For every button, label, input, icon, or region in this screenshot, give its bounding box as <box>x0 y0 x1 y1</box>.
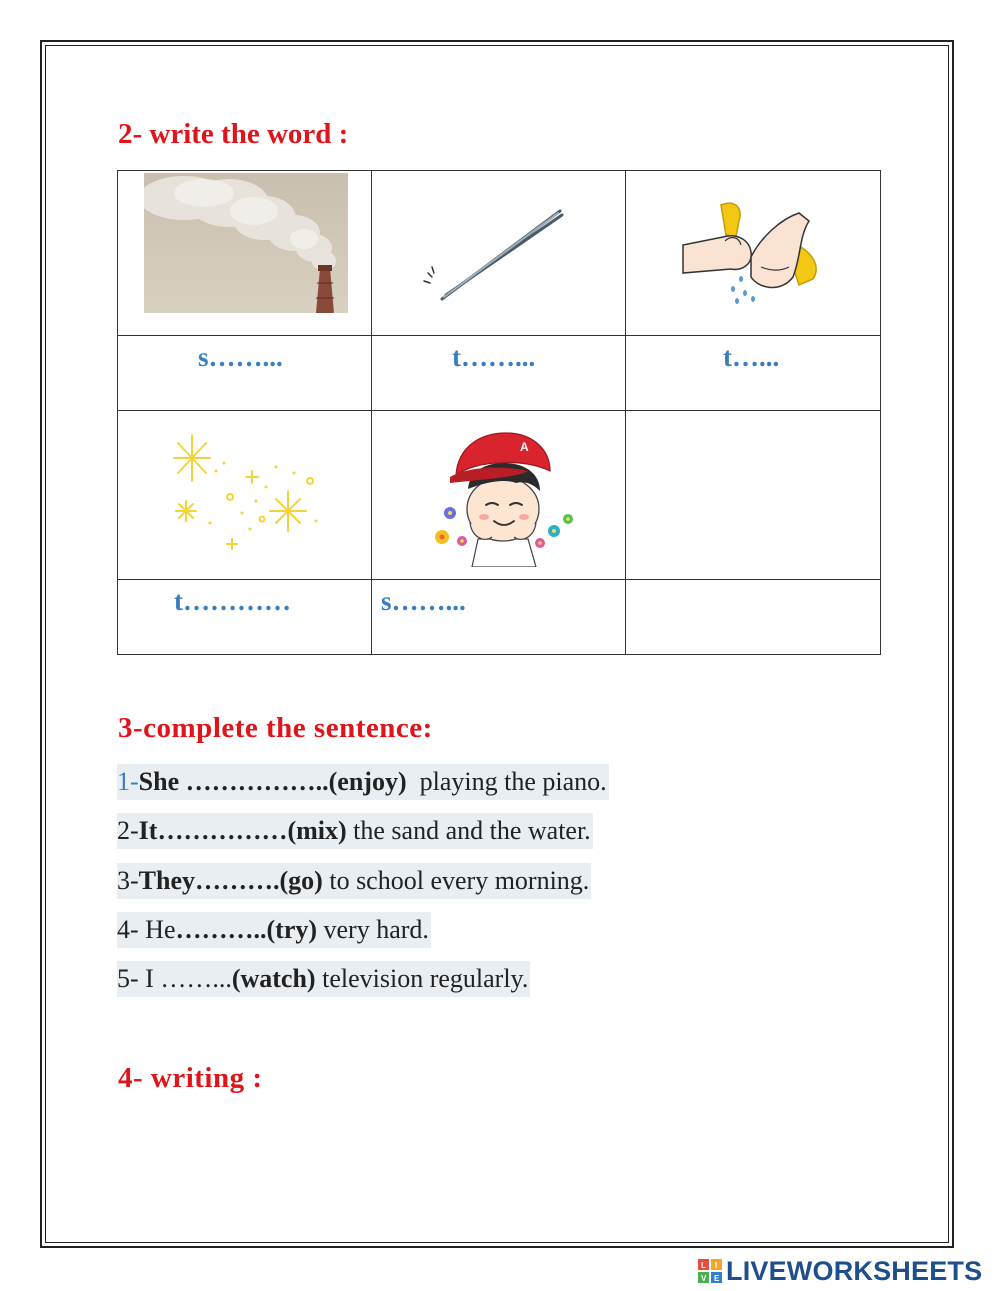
brand-name: LIVEWORKSHEETS <box>726 1255 983 1286</box>
sentence-number: 3- <box>117 866 139 895</box>
sentence-subject: He <box>145 915 176 944</box>
section4-heading: 4- writing : <box>118 1062 263 1094</box>
sentence-number: 1- <box>117 767 139 796</box>
hands-wringing-cloth-picture <box>681 197 826 307</box>
picture-cell-tweezers <box>372 171 626 336</box>
sentence-4 <box>117 912 431 948</box>
logo-letter-v: V <box>701 1274 707 1283</box>
liveworksheets-logo-icon <box>698 1259 722 1283</box>
svg-text:A: A <box>520 440 529 454</box>
word-hint-sparkles: t………… <box>174 586 291 616</box>
smiling-boy-picture <box>428 427 578 567</box>
smoke-chimney-picture <box>144 173 348 313</box>
picture-row-2 <box>118 411 881 580</box>
twinkle-sparkles-picture <box>166 421 326 551</box>
sentence-3 <box>117 863 591 899</box>
liveworksheets-brand <box>698 1256 982 1286</box>
word-table <box>117 170 881 655</box>
sentence-blank[interactable]: ……... <box>160 964 232 993</box>
sentence-2 <box>117 813 593 849</box>
sentence-5 <box>117 961 530 997</box>
tweezers-picture <box>420 201 570 301</box>
section2-heading: 2- write the word : <box>118 118 349 150</box>
picture-cell-sparkles <box>118 411 372 580</box>
sentence-rest: playing the piano. <box>406 767 607 796</box>
sentence-verb: (watch) <box>231 964 316 993</box>
sentence-verb: (try) <box>266 915 318 944</box>
picture-cell-smoke <box>118 171 372 336</box>
sentence-rest: the sand and the water. <box>346 816 591 845</box>
word-hint-wringing: t…... <box>723 342 780 372</box>
sentence-number: 5- <box>117 964 146 993</box>
section3-heading: 3-complete the sentence: <box>118 712 433 744</box>
sentence-blank[interactable]: ……….. <box>175 915 267 944</box>
sentence-number: 4- <box>117 915 146 944</box>
word-hint-smoke: s……... <box>198 342 283 372</box>
sentence-blank[interactable]: …………… <box>157 816 288 845</box>
word-hint-smiling: s……... <box>381 586 466 616</box>
word-cell-1[interactable] <box>118 336 372 411</box>
picture-cell-smiling-boy <box>372 411 626 580</box>
sentence-subject: It <box>138 816 158 845</box>
logo-letter-i: I <box>715 1261 718 1270</box>
picture-cell-empty <box>626 411 881 580</box>
word-cell-6 <box>626 580 881 655</box>
sentence-1 <box>117 764 609 800</box>
word-cell-4[interactable] <box>118 580 372 655</box>
sentence-verb: (mix) <box>287 816 347 845</box>
sentence-verb: (go) <box>279 866 323 895</box>
word-cell-2[interactable] <box>372 336 626 411</box>
sentence-rest: very hard. <box>317 915 429 944</box>
sentence-blank[interactable]: ………. <box>195 866 280 895</box>
sentence-number: 2- <box>117 816 139 845</box>
sentence-rest: to school every morning. <box>322 866 590 895</box>
word-hint-tweezers: t……... <box>452 342 536 372</box>
picture-row-1 <box>118 171 881 336</box>
sentence-rest: television regularly. <box>315 964 529 993</box>
sentence-verb: (enjoy) <box>328 767 407 796</box>
picture-cell-wringing <box>626 171 881 336</box>
logo-letter-l: L <box>701 1261 706 1270</box>
sentence-blank[interactable]: …………….. <box>179 767 329 796</box>
word-cell-5[interactable] <box>372 580 626 655</box>
sentence-subject: She <box>138 767 180 796</box>
word-row-1 <box>118 336 881 411</box>
word-cell-3[interactable] <box>626 336 881 411</box>
sentence-subject: I <box>145 964 161 993</box>
word-row-2 <box>118 580 881 655</box>
logo-letter-e: E <box>714 1274 720 1283</box>
sentence-subject: They <box>138 866 196 895</box>
